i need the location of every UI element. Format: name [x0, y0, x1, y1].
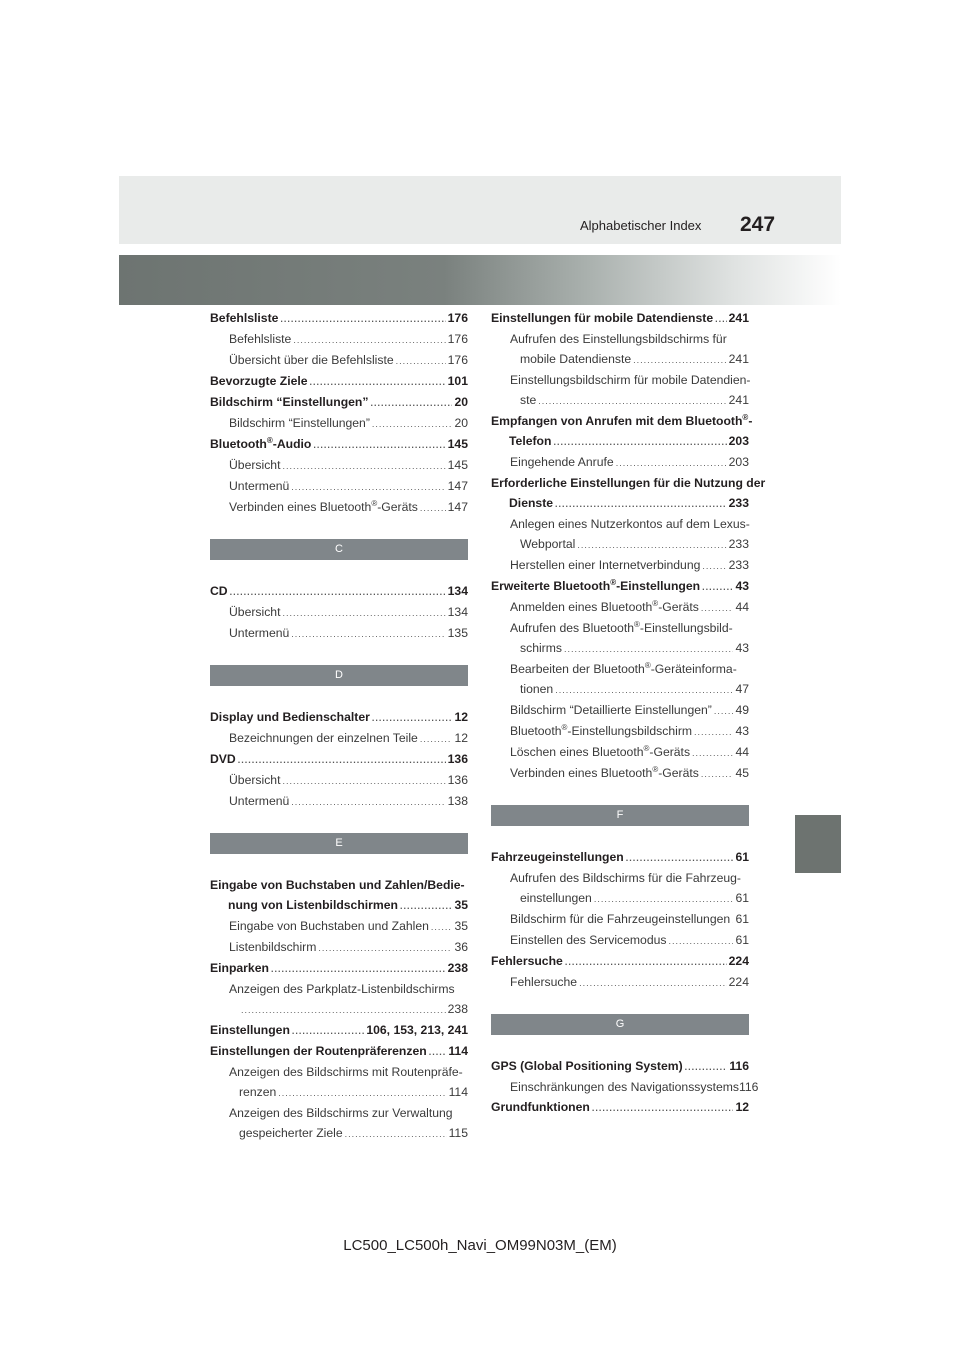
index-subentry: Anmelden eines Bluetooth®-Geräts ..... 44	[491, 597, 749, 618]
index-subentry: Eingabe von Buchstaben und Zahlen ..... 35	[210, 916, 468, 937]
index-subentry: Einstellungsbildschirm für mobile Datendien- ste ..... 241	[491, 370, 749, 411]
letter-header-f: F	[491, 805, 749, 826]
letter-header-e: E	[210, 833, 468, 854]
index-entry: Fehlersuche ..... 224	[491, 951, 749, 972]
index-subentry: Eingehende Anrufe ..... 203	[491, 452, 749, 473]
index-entry: Eingabe von Buchstaben und Zahlen/Bedie- nung von Listenbildschirmen ..... 35	[210, 875, 468, 916]
index-subentry: Bildschirm für die Fahrzeugeinstellungen ..... 61	[491, 909, 749, 930]
letter-header-d: D	[210, 665, 468, 686]
index-subentry: Untermenü ..... 147	[210, 476, 468, 497]
index-subentry: Aufrufen des Bildschirms für die Fahrzeug- einstellungen ..... 61	[491, 868, 749, 909]
index-subentry: Verbinden eines Bluetooth®-Geräts ..... 45	[491, 763, 749, 784]
index-subentry: Übersicht ..... 136	[210, 770, 468, 791]
page-number: 247	[740, 213, 776, 236]
index-subentry: Bildschirm “Einstellungen” ..... 20	[210, 413, 468, 434]
index-column-right	[491, 308, 766, 1118]
index-subentry: Anlegen eines Nutzerkontos auf dem Lexus- Webportal ..... 233	[491, 514, 749, 555]
index-entry: Fahrzeugeinstellungen ..... 61	[491, 847, 749, 868]
index-subentry: Übersicht ..... 145	[210, 455, 468, 476]
index-subentry: Anzeigen des Parkplatz-Listenbildschirms ..... 238	[210, 979, 468, 1020]
index-subentry: Übersicht ..... 134	[210, 602, 468, 623]
index-entry: Befehlsliste ..... 176	[210, 308, 468, 329]
index-subentry: Aufrufen des Bluetooth®-Einstellungsbild- schirms ..... 43	[491, 618, 749, 659]
index-entry: Grundfunktionen ..... 12	[491, 1097, 749, 1118]
index-subentry: Übersicht über die Befehlsliste ..... 176	[210, 350, 468, 371]
index-subentry: Anzeigen des Bildschirms mit Routenpräfe- renzen ..... 114	[210, 1062, 468, 1103]
letter-header-c: C	[210, 539, 468, 560]
header-bar	[119, 176, 841, 244]
index-entry: Empfangen von Anrufen mit dem Bluetooth®- Telefon ..... 203	[491, 411, 749, 452]
index-entry: Erforderliche Einstellungen für die Nutzung der Dienste ..... 233	[491, 473, 749, 514]
index-subentry: Bezeichnungen der einzelnen Teile ..... 12	[210, 728, 468, 749]
index-subentry: Bildschirm “Detaillierte Einstellungen” ..... 49	[491, 700, 749, 721]
letter-header-g: G	[491, 1014, 749, 1035]
index-entry: Bevorzugte Ziele ..... 101	[210, 371, 468, 392]
gradient-banner	[119, 255, 841, 305]
index-entry: Einstellungen ..... 106, 153, 213, 241	[210, 1020, 468, 1041]
index-subentry: Aufrufen des Einstellungsbildschirms für mobile Datendienste ..... 241	[491, 329, 749, 370]
index-subentry: Listenbildschirm ..... 36	[210, 937, 468, 958]
index-subentry: Einschränkungen des Navigationssystems 116	[510, 1080, 759, 1094]
index-subentry: Anzeigen des Bildschirms zur Verwaltung gespeicherter Ziele ..... 115	[210, 1103, 468, 1144]
index-entry: Erweiterte Bluetooth®-Einstellungen ..... 43	[491, 576, 749, 597]
index-entry: Einstellungen für mobile Datendienste ..... 241	[491, 308, 749, 329]
index-entry: CD ..... 134	[210, 581, 468, 602]
index-entry: Display und Bedienschalter ..... 12	[210, 707, 468, 728]
chapter-thumb-tab	[795, 815, 841, 873]
index-entry: Bildschirm “Einstellungen” ..... 20	[210, 392, 468, 413]
index-subentry: Fehlersuche ..... 224	[491, 972, 749, 993]
index-subentry: Einstellen des Servicemodus ..... 61	[491, 930, 749, 951]
section-title: Alphabetischer Index	[580, 218, 702, 233]
index-subentry: Bearbeiten der Bluetooth®-Geräteinforma- tionen ..... 47	[491, 659, 749, 700]
index-column-left	[210, 308, 468, 1144]
index-entry: Einparken ..... 238	[210, 958, 468, 979]
index-subentry: Befehlsliste ..... 176	[210, 329, 468, 350]
index-entry: DVD ..... 136	[210, 749, 468, 770]
index-entry: Einstellungen der Routenpräferenzen ..... 114	[210, 1041, 468, 1062]
index-subentry: Untermenü ..... 135	[210, 623, 468, 644]
document-code-footer: LC500_LC500h_Navi_OM99N03M_(EM)	[343, 1237, 617, 1254]
index-subentry: Bluetooth®-Einstellungsbildschirm ..... 43	[491, 721, 749, 742]
index-subentry: Löschen eines Bluetooth®-Geräts ..... 44	[491, 742, 749, 763]
index-entry: Bluetooth®-Audio ..... 145	[210, 434, 468, 455]
index-entry: GPS (Global Positioning System) ..... 116	[491, 1056, 749, 1077]
index-subentry: Verbinden eines Bluetooth®-Geräts ..... 147	[210, 497, 468, 518]
index-subentry: Herstellen einer Internetverbindung ..... 233	[491, 555, 749, 576]
index-subentry: Untermenü ..... 138	[210, 791, 468, 812]
